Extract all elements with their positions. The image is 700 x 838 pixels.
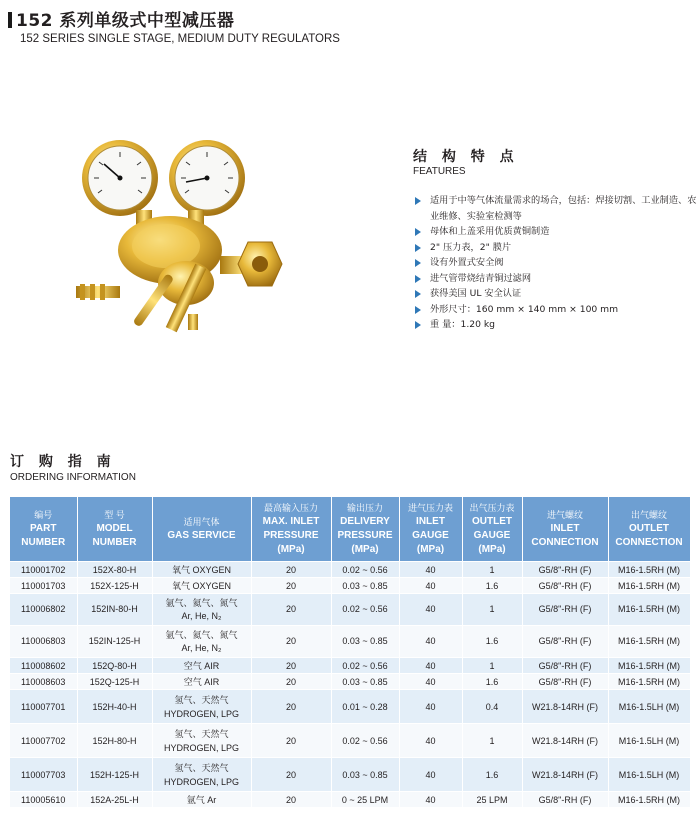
table-cell [152, 758, 251, 792]
table-cell: 152IN-80-H [77, 594, 152, 626]
table-cell: 110007701 [10, 690, 77, 724]
column-header-part-number [10, 497, 77, 562]
table-cell: 0.02 ~ 0.56 [331, 562, 399, 578]
feature-item [413, 224, 698, 240]
table-row [10, 626, 690, 658]
table-cell: 0.01 ~ 0.28 [331, 690, 399, 724]
table-cell: M16-1.5LH (M) [608, 758, 690, 792]
table-cell: 1 [462, 594, 522, 626]
table-cell [152, 594, 251, 626]
table-row [10, 562, 690, 578]
table-cell: 40 [399, 562, 462, 578]
cell-text: Ar, He, N₂ [181, 610, 222, 621]
column-header-gas-service [152, 497, 251, 562]
table-cell: 20 [251, 792, 331, 808]
column-header-model-number [77, 497, 152, 562]
table-cell: 152X-125-H [77, 578, 152, 594]
table-cell: 空气 AIR [152, 674, 251, 690]
table-cell: 110007703 [10, 758, 77, 792]
feature-text: 设有外置式安全阀 [430, 257, 504, 268]
bullet-arrow-icon [415, 228, 421, 236]
feature-text: 进气管带烧结青铜过滤网 [430, 272, 532, 284]
cell-text: OUTLET GAUGE (MPa) [472, 516, 512, 555]
cell-text: 型 号 [104, 510, 125, 520]
table-cell: 152H-80-H [77, 724, 152, 758]
table-cell: 1 [462, 658, 522, 674]
cell-text: Ar, He, N₂ [181, 642, 222, 653]
table-cell: 0.02 ~ 0.56 [331, 658, 399, 674]
feature-item [413, 302, 698, 318]
cell-text: DELIVERY PRESSURE (MPa) [337, 516, 393, 555]
cell-text: OUTLET CONNECTION [615, 523, 683, 548]
table-cell: G5/8"-RH (F) [522, 792, 608, 808]
cell-text: 最高输入压力 [263, 503, 318, 513]
table-cell: 40 [399, 724, 462, 758]
table-cell: 40 [399, 578, 462, 594]
feature-text: 获得美国 UL 安全认证 [430, 288, 522, 299]
page-subtitle: 152 SERIES SINGLE STAGE, MEDIUM DUTY REGULATORS [20, 33, 340, 45]
table-cell: 110007702 [10, 724, 77, 758]
table-cell: 氧气 OXYGEN [152, 578, 251, 594]
bullet-arrow-icon [415, 197, 421, 205]
table-cell: 152H-40-H [77, 690, 152, 724]
table-header-row [10, 497, 690, 562]
table-cell: 1 [462, 724, 522, 758]
table-cell: 20 [251, 578, 331, 594]
cell-text: 氩气、氦气、氮气 [165, 597, 238, 608]
table-row [10, 758, 690, 792]
features-subtitle: FEATURES [413, 166, 466, 177]
table-row [10, 594, 690, 626]
cell-text: 氢气、天然气 [174, 762, 229, 773]
feature-text: 适用于中等气体流量需求的场合，包括：焊接切割、工业制造、农业维修、实验室检测等 [430, 195, 697, 222]
table-cell: 110005610 [10, 792, 77, 808]
column-header-delivery-pressure [331, 497, 399, 562]
table-cell: 20 [251, 594, 331, 626]
table-cell: 40 [399, 758, 462, 792]
table-cell [152, 724, 251, 758]
table-cell: 20 [251, 690, 331, 724]
table-cell: 25 LPM [462, 792, 522, 808]
features-list [413, 193, 698, 333]
cell-text: MODEL NUMBER [92, 523, 137, 548]
bullet-arrow-icon [415, 321, 421, 329]
table-cell: G5/8"-RH (F) [522, 626, 608, 658]
table-cell: 152X-80-H [77, 562, 152, 578]
cell-text: 进气螺纹 [546, 510, 583, 520]
cell-text: 氢气、天然气 [174, 728, 229, 739]
regulator-product-image [68, 138, 308, 352]
table-cell: G5/8"-RH (F) [522, 562, 608, 578]
table-cell: 氧气 OXYGEN [152, 562, 251, 578]
table-cell: 0.02 ~ 0.56 [331, 724, 399, 758]
cell-text: HYDROGEN, LPG [163, 776, 239, 787]
column-header-inlet-connection [522, 497, 608, 562]
feature-item [413, 255, 698, 271]
feature-item [413, 317, 698, 333]
table-cell: 110008603 [10, 674, 77, 690]
feature-text: 外形尺寸：160 mm × 140 mm × 100 mm [430, 303, 619, 315]
bullet-arrow-icon [415, 275, 421, 283]
table-row [10, 658, 690, 674]
table-cell: 氩气 Ar [152, 792, 251, 808]
cell-text: INLET GAUGE (MPa) [412, 516, 449, 555]
cell-text: HYDROGEN, LPG [163, 742, 239, 753]
table-cell: 20 [251, 758, 331, 792]
table-cell: G5/8"-RH (F) [522, 578, 608, 594]
table-cell: 110006803 [10, 626, 77, 658]
cell-text: 适用气体 [183, 517, 220, 527]
table-row [10, 690, 690, 724]
table-cell: W21.8-14RH (F) [522, 724, 608, 758]
table-cell: 20 [251, 724, 331, 758]
table-cell: 110008602 [10, 658, 77, 674]
table-row [10, 578, 690, 594]
column-header-max-inlet-pressure [251, 497, 331, 562]
table-cell: 0.03 ~ 0.85 [331, 758, 399, 792]
table-cell: W21.8-14RH (F) [522, 758, 608, 792]
table-cell: M16-1.5RH (M) [608, 792, 690, 808]
bullet-arrow-icon [415, 259, 421, 267]
column-header-inlet-gauge [399, 497, 462, 562]
features-title: 结 构 特 点 [413, 149, 519, 165]
table-cell: 0.03 ~ 0.85 [331, 626, 399, 658]
table-cell: 1 [462, 562, 522, 578]
table-cell: 1.6 [462, 758, 522, 792]
table-cell: 110001703 [10, 578, 77, 594]
table-cell: M16-1.5LH (M) [608, 724, 690, 758]
cell-text: 编号 [34, 510, 53, 520]
table-cell: M16-1.5RH (M) [608, 578, 690, 594]
table-cell: 0.03 ~ 0.85 [331, 578, 399, 594]
table-cell: 152H-125-H [77, 758, 152, 792]
table-row [10, 724, 690, 758]
column-header-outlet-gauge [462, 497, 522, 562]
feature-item [413, 286, 698, 302]
table-cell: 40 [399, 674, 462, 690]
table-cell: 152Q-80-H [77, 658, 152, 674]
feature-item [413, 193, 698, 224]
table-cell: M16-1.5LH (M) [608, 690, 690, 724]
ordering-table [10, 497, 691, 808]
column-header-outlet-connection [608, 497, 690, 562]
table-cell: 40 [399, 658, 462, 674]
table-cell: 1.6 [462, 626, 522, 658]
table-cell: 40 [399, 626, 462, 658]
cell-text: 进气压力表 [407, 503, 453, 513]
cell-text: HYDROGEN, LPG [163, 708, 239, 719]
cell-text: MAX. INLET PRESSURE (MPa) [262, 516, 320, 555]
cell-text: 氩气、氦气、氮气 [165, 629, 238, 640]
feature-item [413, 271, 698, 287]
ordering-subtitle: ORDERING INFORMATION [10, 472, 136, 483]
table-cell: 152Q-125-H [77, 674, 152, 690]
table-cell: M16-1.5RH (M) [608, 562, 690, 578]
cell-text: 输出压力 [346, 503, 383, 513]
bullet-arrow-icon [415, 290, 421, 298]
table-cell: W21.8-14RH (F) [522, 690, 608, 724]
title-bar-decoration [8, 12, 12, 28]
table-cell: 40 [399, 594, 462, 626]
table-cell: 20 [251, 562, 331, 578]
feature-text: 重 量：1.20 kg [430, 319, 496, 330]
table-row [10, 792, 690, 808]
table-cell: 空气 AIR [152, 658, 251, 674]
cell-text: 出气压力表 [469, 503, 515, 513]
table-cell: G5/8"-RH (F) [522, 594, 608, 626]
table-cell: 110001702 [10, 562, 77, 578]
table-cell: M16-1.5RH (M) [608, 626, 690, 658]
table-cell: 40 [399, 690, 462, 724]
table-cell: M16-1.5RH (M) [608, 594, 690, 626]
table-cell: 0 ~ 25 LPM [331, 792, 399, 808]
bullet-arrow-icon [415, 244, 421, 252]
table-cell: 0.03 ~ 0.85 [331, 674, 399, 690]
page-title [8, 6, 234, 31]
table-cell: G5/8"-RH (F) [522, 658, 608, 674]
table-cell: 1.6 [462, 578, 522, 594]
table-cell: M16-1.5RH (M) [608, 674, 690, 690]
cell-text: INLET CONNECTION [531, 523, 599, 548]
table-cell: 0.02 ~ 0.56 [331, 594, 399, 626]
cell-text: GAS SERVICE [167, 530, 236, 541]
table-cell: 152IN-125-H [77, 626, 152, 658]
feature-text: 2" 压力表，2" 膜片 [430, 241, 512, 253]
table-cell: 40 [399, 792, 462, 808]
table-cell [152, 690, 251, 724]
page-title-zh: 152 系列单级式中型减压器 [16, 11, 235, 31]
cell-text: PART NUMBER [21, 523, 66, 548]
table-cell [152, 626, 251, 658]
table-row [10, 674, 690, 690]
feature-text: 母体和上盖采用优质黄铜制造 [430, 226, 550, 237]
table-cell: 0.4 [462, 690, 522, 724]
table-cell: 152A-25L-H [77, 792, 152, 808]
table-cell: 110006802 [10, 594, 77, 626]
table-cell: 20 [251, 674, 331, 690]
bullet-arrow-icon [415, 306, 421, 314]
table-cell: 20 [251, 626, 331, 658]
feature-item [413, 240, 698, 256]
table-cell: 1.6 [462, 674, 522, 690]
cell-text: 氢气、天然气 [174, 694, 229, 705]
table-cell: 20 [251, 658, 331, 674]
ordering-title: 订 购 指 南 [10, 454, 116, 470]
table-cell: G5/8"-RH (F) [522, 674, 608, 690]
table-cell: M16-1.5RH (M) [608, 658, 690, 674]
cell-text: 出气螺纹 [630, 510, 667, 520]
